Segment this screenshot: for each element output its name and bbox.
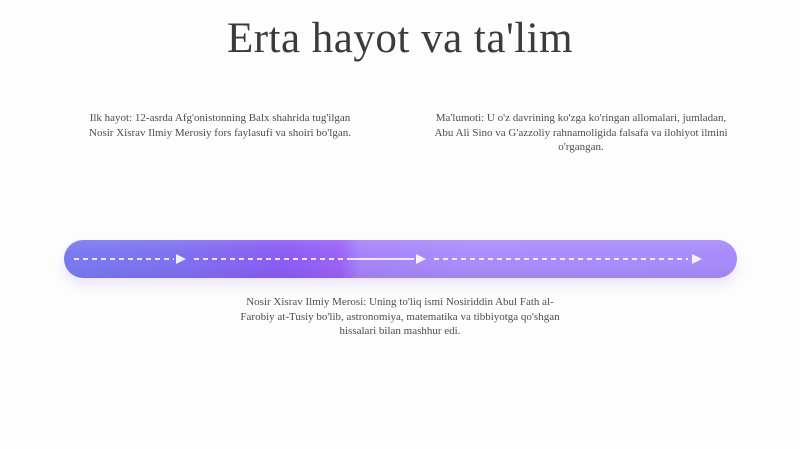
arrow-head-icon [176, 254, 186, 264]
arrow-head-icon [416, 254, 426, 264]
legacy-text-block [180, 295, 620, 339]
timeline-bar [64, 240, 737, 278]
text-line: Ilk hayot: 12-asrda Afg'onistonning Balx shahrida tug'ilgan [89, 112, 351, 124]
text-line: Nosir Xisrav Ilmiy Merosi: Uning to'liq ismi Nosiriddin Abul Fath al- [246, 296, 554, 308]
text-line: Abu Ali Sino va G'azzoliy rahnamoligida falsafa va ilohiyot ilmini [434, 126, 728, 139]
text-line: Nosir Xisrav Ilmiy Merosiy fors faylasufi va shoiri bo'lgan. [89, 126, 351, 139]
early-life-text-block [60, 111, 380, 140]
text-line: hissalari bilan mashhur edi. [339, 325, 461, 337]
timeline-dashed-arrow-icon [64, 240, 737, 278]
page-title: Erta hayot va ta'lim [226, 15, 574, 62]
text-line: Farobiy at-Tusiy bo'lib, astronomiya, matematika va tibbiyotga qo'shgan [240, 310, 560, 323]
arrow-head-icon [692, 254, 702, 264]
text-line: o'rgangan. [558, 141, 604, 153]
education-text-block [412, 111, 750, 155]
text-line: Ma'lumoti: U o'z davrining ko'zga ko'ringan allomalari, jumladan, [435, 112, 727, 124]
